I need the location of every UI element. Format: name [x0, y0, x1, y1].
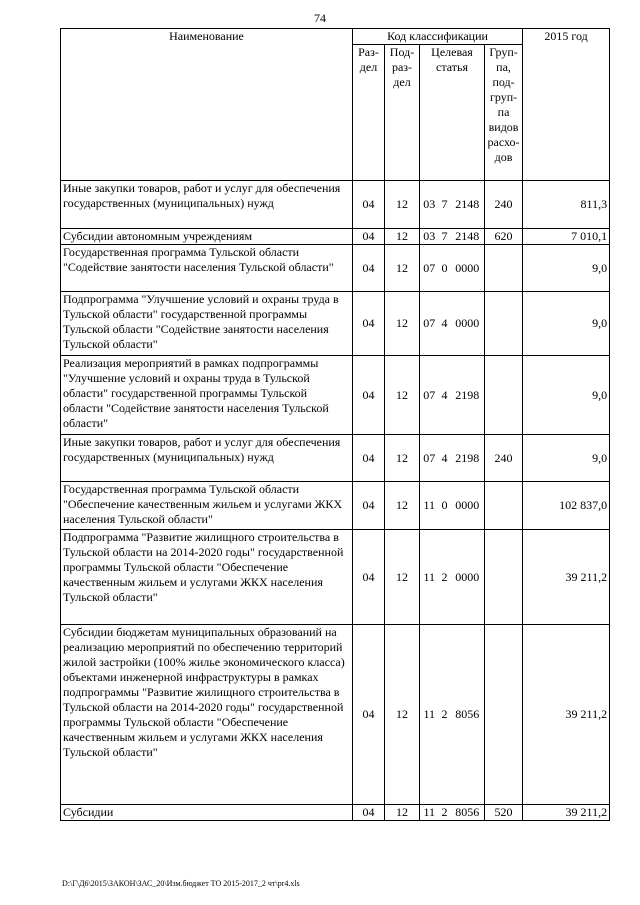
row-amount: 39 211,2 [523, 805, 610, 821]
row-amount: 9,0 [523, 356, 610, 435]
table-row [61, 625, 610, 805]
budget-table [60, 28, 610, 821]
row-subsection: 12 [385, 805, 420, 821]
row-subsection: 12 [385, 435, 420, 482]
row-name: Подпрограмма "Развитие жилищного строительства в Тульской области на 2014-2020 годы" государственной программы Тульской области "Обеспечение качественным жильем и услугами ЖКХ населения Тульской области" [61, 530, 353, 625]
row-target-program: 11 [420, 482, 439, 530]
row-target-subprogram: 0 [439, 482, 451, 530]
table-row [61, 530, 610, 625]
row-expense-group [485, 625, 523, 805]
file-path-footer: D:\Г\Д6\2015\ЗАКОН\ЗАС_20\Изм.бюджет ТО 2015-2017_2 чт\pr4.xls [62, 879, 300, 888]
row-target-direction: 2148 [451, 181, 485, 229]
row-amount: 811,3 [523, 181, 610, 229]
row-target-program: 11 [420, 805, 439, 821]
table-body [61, 181, 610, 821]
table-row [61, 229, 610, 245]
table-row [61, 482, 610, 530]
row-target-subprogram: 4 [439, 292, 451, 356]
row-section: 04 [353, 356, 385, 435]
row-target-direction: 8056 [451, 805, 485, 821]
row-expense-group: 240 [485, 181, 523, 229]
row-subsection: 12 [385, 482, 420, 530]
row-target-direction: 0000 [451, 245, 485, 292]
header-code: Код классификации [353, 29, 523, 45]
row-name: Реализация мероприятий в рамках подпрограммы "Улучшение условий и охраны труда в Тульской области" государственной программы Тульской области "Содействие занятости населения Тульской области" [61, 356, 353, 435]
table-row [61, 356, 610, 435]
row-expense-group: 620 [485, 229, 523, 245]
row-target-program: 07 [420, 356, 439, 435]
row-target-direction: 2198 [451, 435, 485, 482]
row-target-program: 11 [420, 625, 439, 805]
row-amount: 39 211,2 [523, 530, 610, 625]
header-name: Наименование [61, 29, 353, 181]
row-expense-group [485, 482, 523, 530]
row-target-direction: 0000 [451, 530, 485, 625]
row-subsection: 12 [385, 292, 420, 356]
row-name: Иные закупки товаров, работ и услуг для обеспечения государственных (муниципальных) нужд [61, 435, 353, 482]
row-target-program: 07 [420, 435, 439, 482]
row-subsection: 12 [385, 625, 420, 805]
row-target-program: 03 [420, 229, 439, 245]
row-expense-group [485, 356, 523, 435]
row-target-direction: 0000 [451, 292, 485, 356]
row-section: 04 [353, 245, 385, 292]
table-header [61, 29, 610, 181]
table-row [61, 245, 610, 292]
row-expense-group [485, 292, 523, 356]
row-amount: 9,0 [523, 245, 610, 292]
row-target-program: 07 [420, 292, 439, 356]
row-section: 04 [353, 435, 385, 482]
row-name: Иные закупки товаров, работ и услуг для обеспечения государственных (муниципальных) нужд [61, 181, 353, 229]
row-target-program: 03 [420, 181, 439, 229]
row-amount: 9,0 [523, 292, 610, 356]
row-amount: 39 211,2 [523, 625, 610, 805]
header-year: 2015 год [523, 29, 610, 181]
row-section: 04 [353, 181, 385, 229]
row-section: 04 [353, 530, 385, 625]
row-target-program: 07 [420, 245, 439, 292]
table-row [61, 292, 610, 356]
page-number: 74 [314, 11, 326, 25]
row-subsection: 12 [385, 530, 420, 625]
row-target-direction: 0000 [451, 482, 485, 530]
row-name: Государственная программа Тульской области "Обеспечение качественным жильем и услугами ЖКХ населения Тульской области" [61, 482, 353, 530]
row-section: 04 [353, 482, 385, 530]
row-target-subprogram: 4 [439, 435, 451, 482]
row-target-program: 11 [420, 530, 439, 625]
row-target-subprogram: 4 [439, 356, 451, 435]
table-row [61, 181, 610, 229]
row-expense-group [485, 245, 523, 292]
header-section: Раз- дел [353, 45, 385, 181]
row-section: 04 [353, 292, 385, 356]
row-target-direction: 2148 [451, 229, 485, 245]
row-section: 04 [353, 229, 385, 245]
row-target-direction: 2198 [451, 356, 485, 435]
table-row [61, 805, 610, 821]
row-name: Подпрограмма "Улучшение условий и охраны труда в Тульской области" государственной программы Тульской области "Содействие занятости населения Тульской области" [61, 292, 353, 356]
row-target-subprogram: 7 [439, 181, 451, 229]
row-expense-group: 240 [485, 435, 523, 482]
row-target-subprogram: 7 [439, 229, 451, 245]
row-target-direction: 8056 [451, 625, 485, 805]
row-section: 04 [353, 625, 385, 805]
row-target-subprogram: 0 [439, 245, 451, 292]
header-subsection: Под- раз- дел [385, 45, 420, 181]
row-target-subprogram: 2 [439, 805, 451, 821]
row-target-subprogram: 2 [439, 530, 451, 625]
header-group: Груп- па, под- груп- па видов расхо- дов [485, 45, 523, 181]
row-expense-group: 520 [485, 805, 523, 821]
table-row [61, 435, 610, 482]
row-name: Субсидии автономным учреждениям [61, 229, 353, 245]
row-name: Субсидии [61, 805, 353, 821]
header-target: Целевая статья [420, 45, 485, 181]
row-subsection: 12 [385, 229, 420, 245]
row-subsection: 12 [385, 245, 420, 292]
row-subsection: 12 [385, 356, 420, 435]
row-amount: 7 010,1 [523, 229, 610, 245]
row-subsection: 12 [385, 181, 420, 229]
row-amount: 9,0 [523, 435, 610, 482]
row-target-subprogram: 2 [439, 625, 451, 805]
row-expense-group [485, 530, 523, 625]
row-name: Государственная программа Тульской области "Содействие занятости населения Тульской области" [61, 245, 353, 292]
row-section: 04 [353, 805, 385, 821]
row-amount: 102 837,0 [523, 482, 610, 530]
row-name: Субсидии бюджетам муниципальных образований на реализацию мероприятий по обеспечению территорий жилой застройки (100% жилье экономического класса) объектами инженерной инфраструктуры в рамках подпрограммы "Развитие жилищного строительства в Тульской области на 2014-2020 годы" государственной программы Тульской области "Обеспечение качественным жильем и услугами ЖКХ населения Тульской области" [61, 625, 353, 805]
